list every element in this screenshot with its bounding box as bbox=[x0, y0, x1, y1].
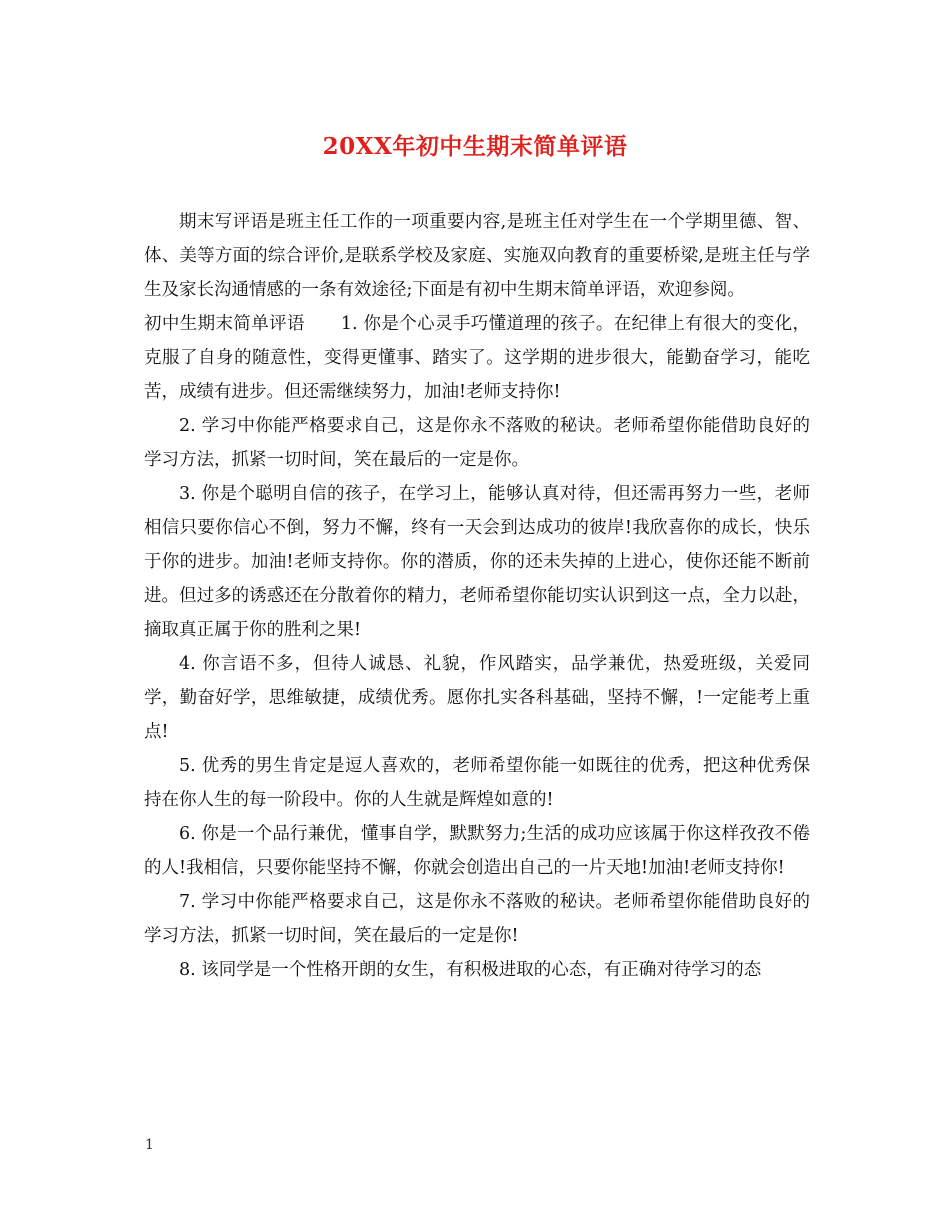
comment-item-2: 2. 学习中你能严格要求自己，这是你永不落败的秘诀。老师希望你能借助良好的学习方法，抓紧一切时间，笑在最后的一定是你。 bbox=[144, 416, 810, 470]
comment-item-5: 5. 优秀的男生肯定是逗人喜欢的，老师希望你能一如既往的优秀，把这种优秀保持在你人生的每一阶段中。你的人生就是辉煌如意的! bbox=[144, 756, 810, 810]
comment-item-1: 1. 你是个心灵手巧懂道理的孩子。在纪律上有很大的变化，克服了自身的随意性，变得更懂事、踏实了。这学期的进步很大，能勤奋学习，能吃苦，成绩有进步。但还需继续努力，加油!老师支持你! bbox=[144, 314, 810, 402]
comment-item-8: 8. 该同学是一个性格开朗的女生，有积极进取的心态，有正确对待学习的态 bbox=[179, 960, 762, 980]
section-heading: 初中生期末简单评语 bbox=[144, 314, 305, 334]
comment-item-7: 7. 学习中你能严格要求自己，这是你永不落败的秘诀。老师希望你能借助良好的学习方法，抓紧一切时间，笑在最后的一定是你! bbox=[144, 892, 810, 946]
first-item-paragraph bbox=[144, 307, 810, 409]
document-title: 20XX年初中生期末简单评语 bbox=[322, 133, 628, 160]
comment-item-4: 4. 你言语不多，但待人诚恳、礼貌，作风踏实，品学兼优，热爱班级，关爱同学，勤奋好学，思维敏捷，成绩优秀。愿你扎实各科基础，坚持不懈，!一定能考上重点! bbox=[144, 654, 810, 742]
comment-item-6: 6. 你是一个品行兼优，懂事自学，默默努力;生活的成功应该属于你这样孜孜不倦的人!我相信，只要你能坚持不懈，你就会创造出自己的一片天地!加油!老师支持你! bbox=[144, 824, 810, 878]
intro-paragraph: 期末写评语是班主任工作的一项重要内容,是班主任对学生在一个学期里德、智、体、美等方面的综合评价,是联系学校及家庭、实施双向教育的重要桥梁,是班主任与学生及家长沟通情感的一条有效途径;下面是有初中生期末简单评语，欢迎参阅。 bbox=[144, 212, 810, 300]
page-number: 1 bbox=[145, 1137, 154, 1153]
document-body bbox=[144, 205, 810, 987]
comment-item-3: 3. 你是个聪明自信的孩子，在学习上，能够认真对待，但还需再努力一些，老师相信只要你信心不倒，努力不懈，终有一天会到达成功的彼岸!我欣喜你的成长，快乐于你的进步。加油!老师支持你。你的潜质，你的还未失掉的上进心，使你还能不断前进。但过多的诱惑还在分散着你的精力，老师希望你能切实认识到这一点，全力以赴，摘取真正属于你的胜利之果! bbox=[144, 484, 810, 640]
